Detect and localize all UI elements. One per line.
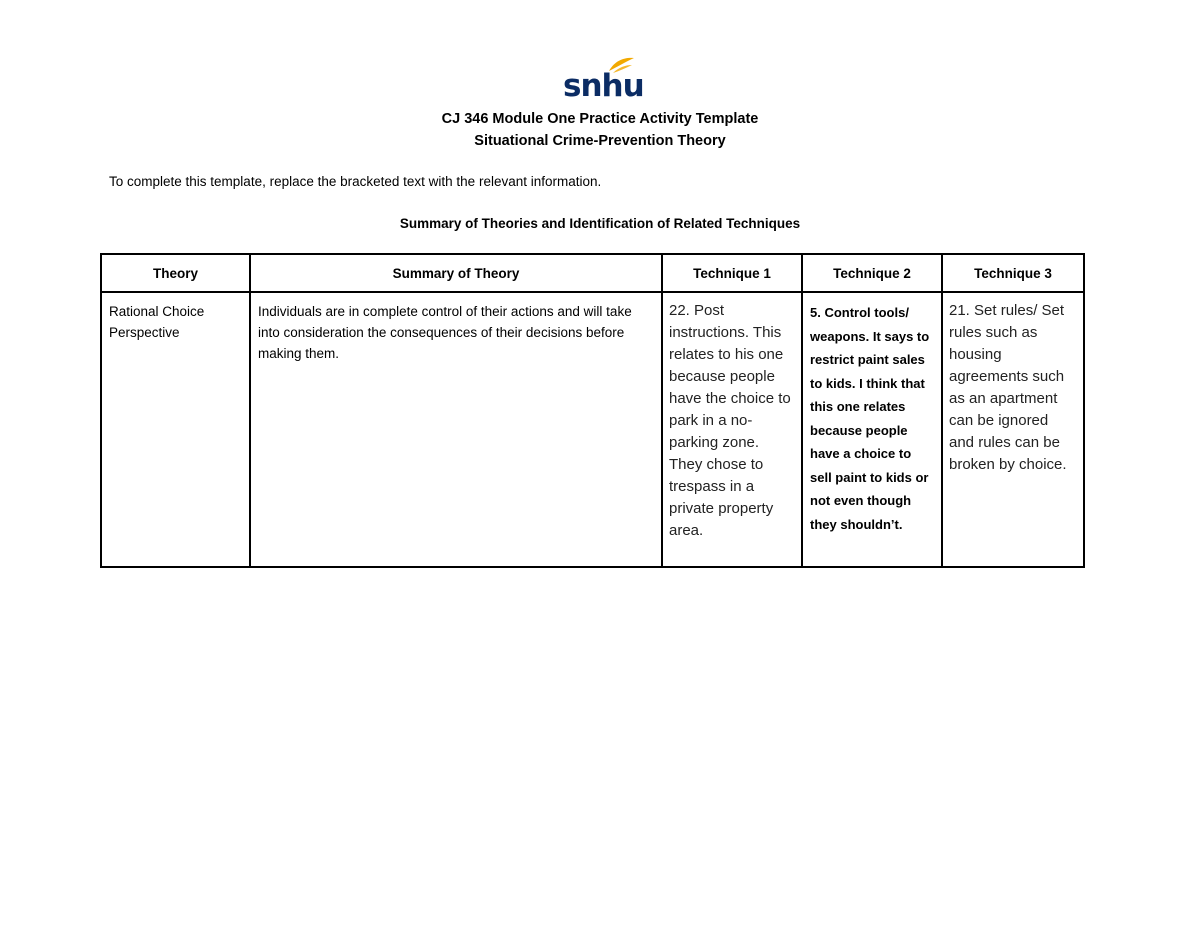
table-header-row — [101, 254, 1084, 292]
theory-cell — [101, 292, 250, 567]
snhu-logo — [563, 56, 644, 106]
theories-table — [100, 253, 1085, 568]
theory-name: Rational Choice Perspective — [109, 304, 205, 340]
logo-text: snhu — [563, 68, 644, 104]
technique-1-cell — [662, 292, 802, 567]
technique-3-cell — [942, 292, 1084, 567]
column-header-technique-3: Technique 3 — [942, 254, 1084, 292]
table-title: Summary of Theories and Identification of Related Techniques — [399, 216, 801, 231]
document-subtitle: Situational Crime-Prevention Theory — [474, 133, 726, 149]
theory-summary: Individuals are in complete control of their actions and will take into consideration the consequences of their decisions before making them. — [258, 304, 632, 361]
column-header-technique-2: Technique 2 — [802, 254, 942, 292]
column-header-summary: Summary of Theory — [250, 254, 662, 292]
column-header-technique-1: Technique 1 — [662, 254, 802, 292]
technique-3-text: 21. Set rules/ Set rules such as housing agreements such as an apartment can be ignored and rules can be broken by choice. — [949, 302, 1067, 473]
table-row — [101, 292, 1084, 567]
technique-1-text: 22. Post instructions. This relates to his one because people have the choice to park in a no-parking zone. They chose to trespass in a private property area. — [669, 302, 791, 539]
technique-2-text: 5. Control tools/ weapons. It says to restrict paint sales to kids. I think that this one relates because people have a choice to sell paint to kids or not even though they shouldn’t. — [810, 305, 930, 532]
document-title: CJ 346 Module One Practice Activity Template — [441, 111, 759, 127]
summary-cell — [250, 292, 662, 567]
column-header-theory: Theory — [101, 254, 250, 292]
technique-2-cell — [802, 292, 942, 567]
instructions-text: To complete this template, replace the bracketed text with the relevant information. — [109, 174, 602, 189]
